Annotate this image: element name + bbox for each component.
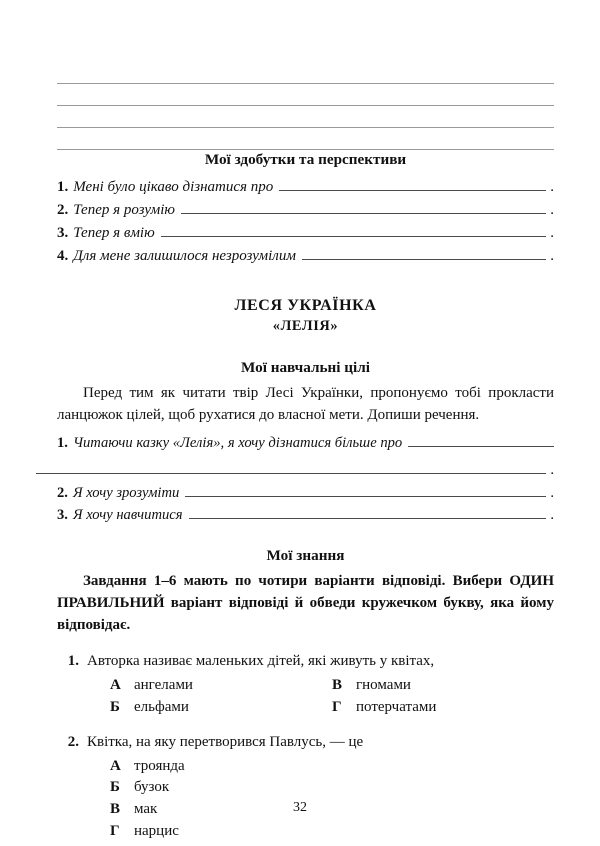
writing-line[interactable]	[57, 106, 554, 128]
work-title: «ЛЕЛІЯ»	[272, 317, 339, 334]
writing-line[interactable]	[57, 84, 554, 106]
page-content	[57, 150, 554, 843]
writing-line[interactable]	[57, 62, 554, 84]
fill-in-item	[57, 176, 554, 199]
fill-in-item	[57, 222, 554, 245]
item-text: Для мене залишилося незрозумілим	[73, 248, 296, 265]
item-number: 3.	[57, 507, 68, 524]
item-period: .	[550, 462, 554, 479]
option-letter: А	[110, 757, 121, 774]
item-period: .	[550, 484, 554, 501]
option-text: нарцис	[134, 822, 179, 839]
fill-in-item	[57, 245, 554, 268]
item-period: .	[550, 179, 554, 196]
option-text: троянда	[134, 757, 185, 774]
question-number: 1.	[67, 653, 79, 669]
goals-heading: Мої навчальні цілі	[240, 358, 371, 376]
fill-in-item	[57, 482, 554, 504]
fill-in-item	[57, 432, 554, 482]
answer-blank[interactable]	[279, 176, 546, 191]
item-period: .	[550, 507, 554, 524]
item-text: Тепер я розумію	[73, 202, 175, 219]
option-letter: Б	[110, 779, 120, 796]
item-number: 4.	[57, 248, 69, 265]
achievements-list	[57, 176, 554, 268]
item-text: Тепер я вмію	[73, 225, 155, 242]
item-text: Я хочу навчитися	[72, 507, 183, 524]
item-text: Читаючи казку «Лелія», я хочу дізнатися більше про	[72, 435, 403, 452]
option-text: ельфами	[134, 698, 189, 715]
question-block	[57, 651, 554, 719]
knowledge-heading: Мої знання	[266, 547, 345, 565]
options-group	[110, 675, 554, 719]
option-text: бузок	[134, 779, 170, 796]
answer-blank[interactable]	[189, 504, 547, 519]
fill-in-item	[57, 199, 554, 222]
item-number: 1.	[57, 435, 68, 452]
blank-writing-lines	[57, 62, 554, 150]
option-row[interactable]	[110, 821, 554, 843]
goals-intro-paragraph: Перед тим як читати твір Лесі Українки, пропонуємо тобі прокласти ланцюжок цілей, щоб рухатися до власної мети. Допиши речення.	[57, 384, 554, 423]
writing-line[interactable]	[57, 128, 554, 150]
option-text: гномами	[356, 677, 411, 693]
question-block	[57, 732, 554, 843]
answer-blank[interactable]	[408, 432, 554, 447]
option-letter: В	[110, 801, 121, 817]
item-period: .	[550, 225, 554, 242]
option-letter: Г	[332, 698, 342, 715]
answer-blank-continued[interactable]	[36, 459, 546, 474]
fill-in-item	[57, 504, 554, 526]
answer-blank[interactable]	[181, 199, 546, 214]
knowledge-instruction: Завдання 1–6 мають по чотири варіанти відповіді. Вибери ОДИН ПРАВИЛЬНИЙ варіант відповіді й обведи кружечком букву, яка йому відповідає.	[57, 573, 554, 634]
item-period: .	[550, 202, 554, 219]
question-text: Авторка називає маленьких дітей, які живуть у квітах,	[87, 653, 435, 669]
item-period: .	[550, 248, 554, 265]
item-number: 3.	[57, 225, 69, 242]
item-text: Мені було цікаво дізнатися про	[73, 179, 274, 196]
question-line	[57, 651, 554, 672]
answer-blank[interactable]	[161, 222, 547, 237]
option-row[interactable]	[332, 697, 554, 719]
option-letter: Г	[110, 822, 120, 839]
page-number: 32	[293, 800, 307, 815]
option-letter: В	[332, 677, 343, 693]
answer-blank[interactable]	[185, 482, 546, 497]
option-text: мак	[134, 801, 158, 817]
question-line	[57, 732, 554, 753]
item-number: 2.	[57, 484, 68, 501]
option-letter: А	[110, 677, 121, 693]
goals-list	[57, 432, 554, 526]
options-column-right	[332, 675, 554, 719]
item-number: 2.	[57, 202, 69, 219]
option-text: потерчатами	[356, 698, 437, 715]
work-author: ЛЕСЯ УКРАЇНКА	[234, 297, 377, 315]
option-row[interactable]	[110, 756, 554, 778]
achievements-heading: Мої здобутки та перспективи	[204, 151, 407, 168]
item-text: Я хочу зрозуміти	[72, 484, 180, 501]
option-row[interactable]	[110, 777, 554, 799]
option-row[interactable]	[332, 675, 554, 697]
answer-blank[interactable]	[302, 245, 546, 260]
option-text: ангелами	[134, 677, 193, 693]
option-row[interactable]	[110, 697, 332, 719]
option-row[interactable]	[110, 675, 332, 697]
question-number: 2.	[67, 733, 79, 750]
option-letter: Б	[110, 698, 120, 715]
options-group	[110, 756, 554, 843]
item-number: 1.	[57, 179, 69, 196]
question-text: Квітка, на яку перетворився Павлусь, — це	[87, 733, 364, 750]
options-column-left	[110, 675, 332, 719]
